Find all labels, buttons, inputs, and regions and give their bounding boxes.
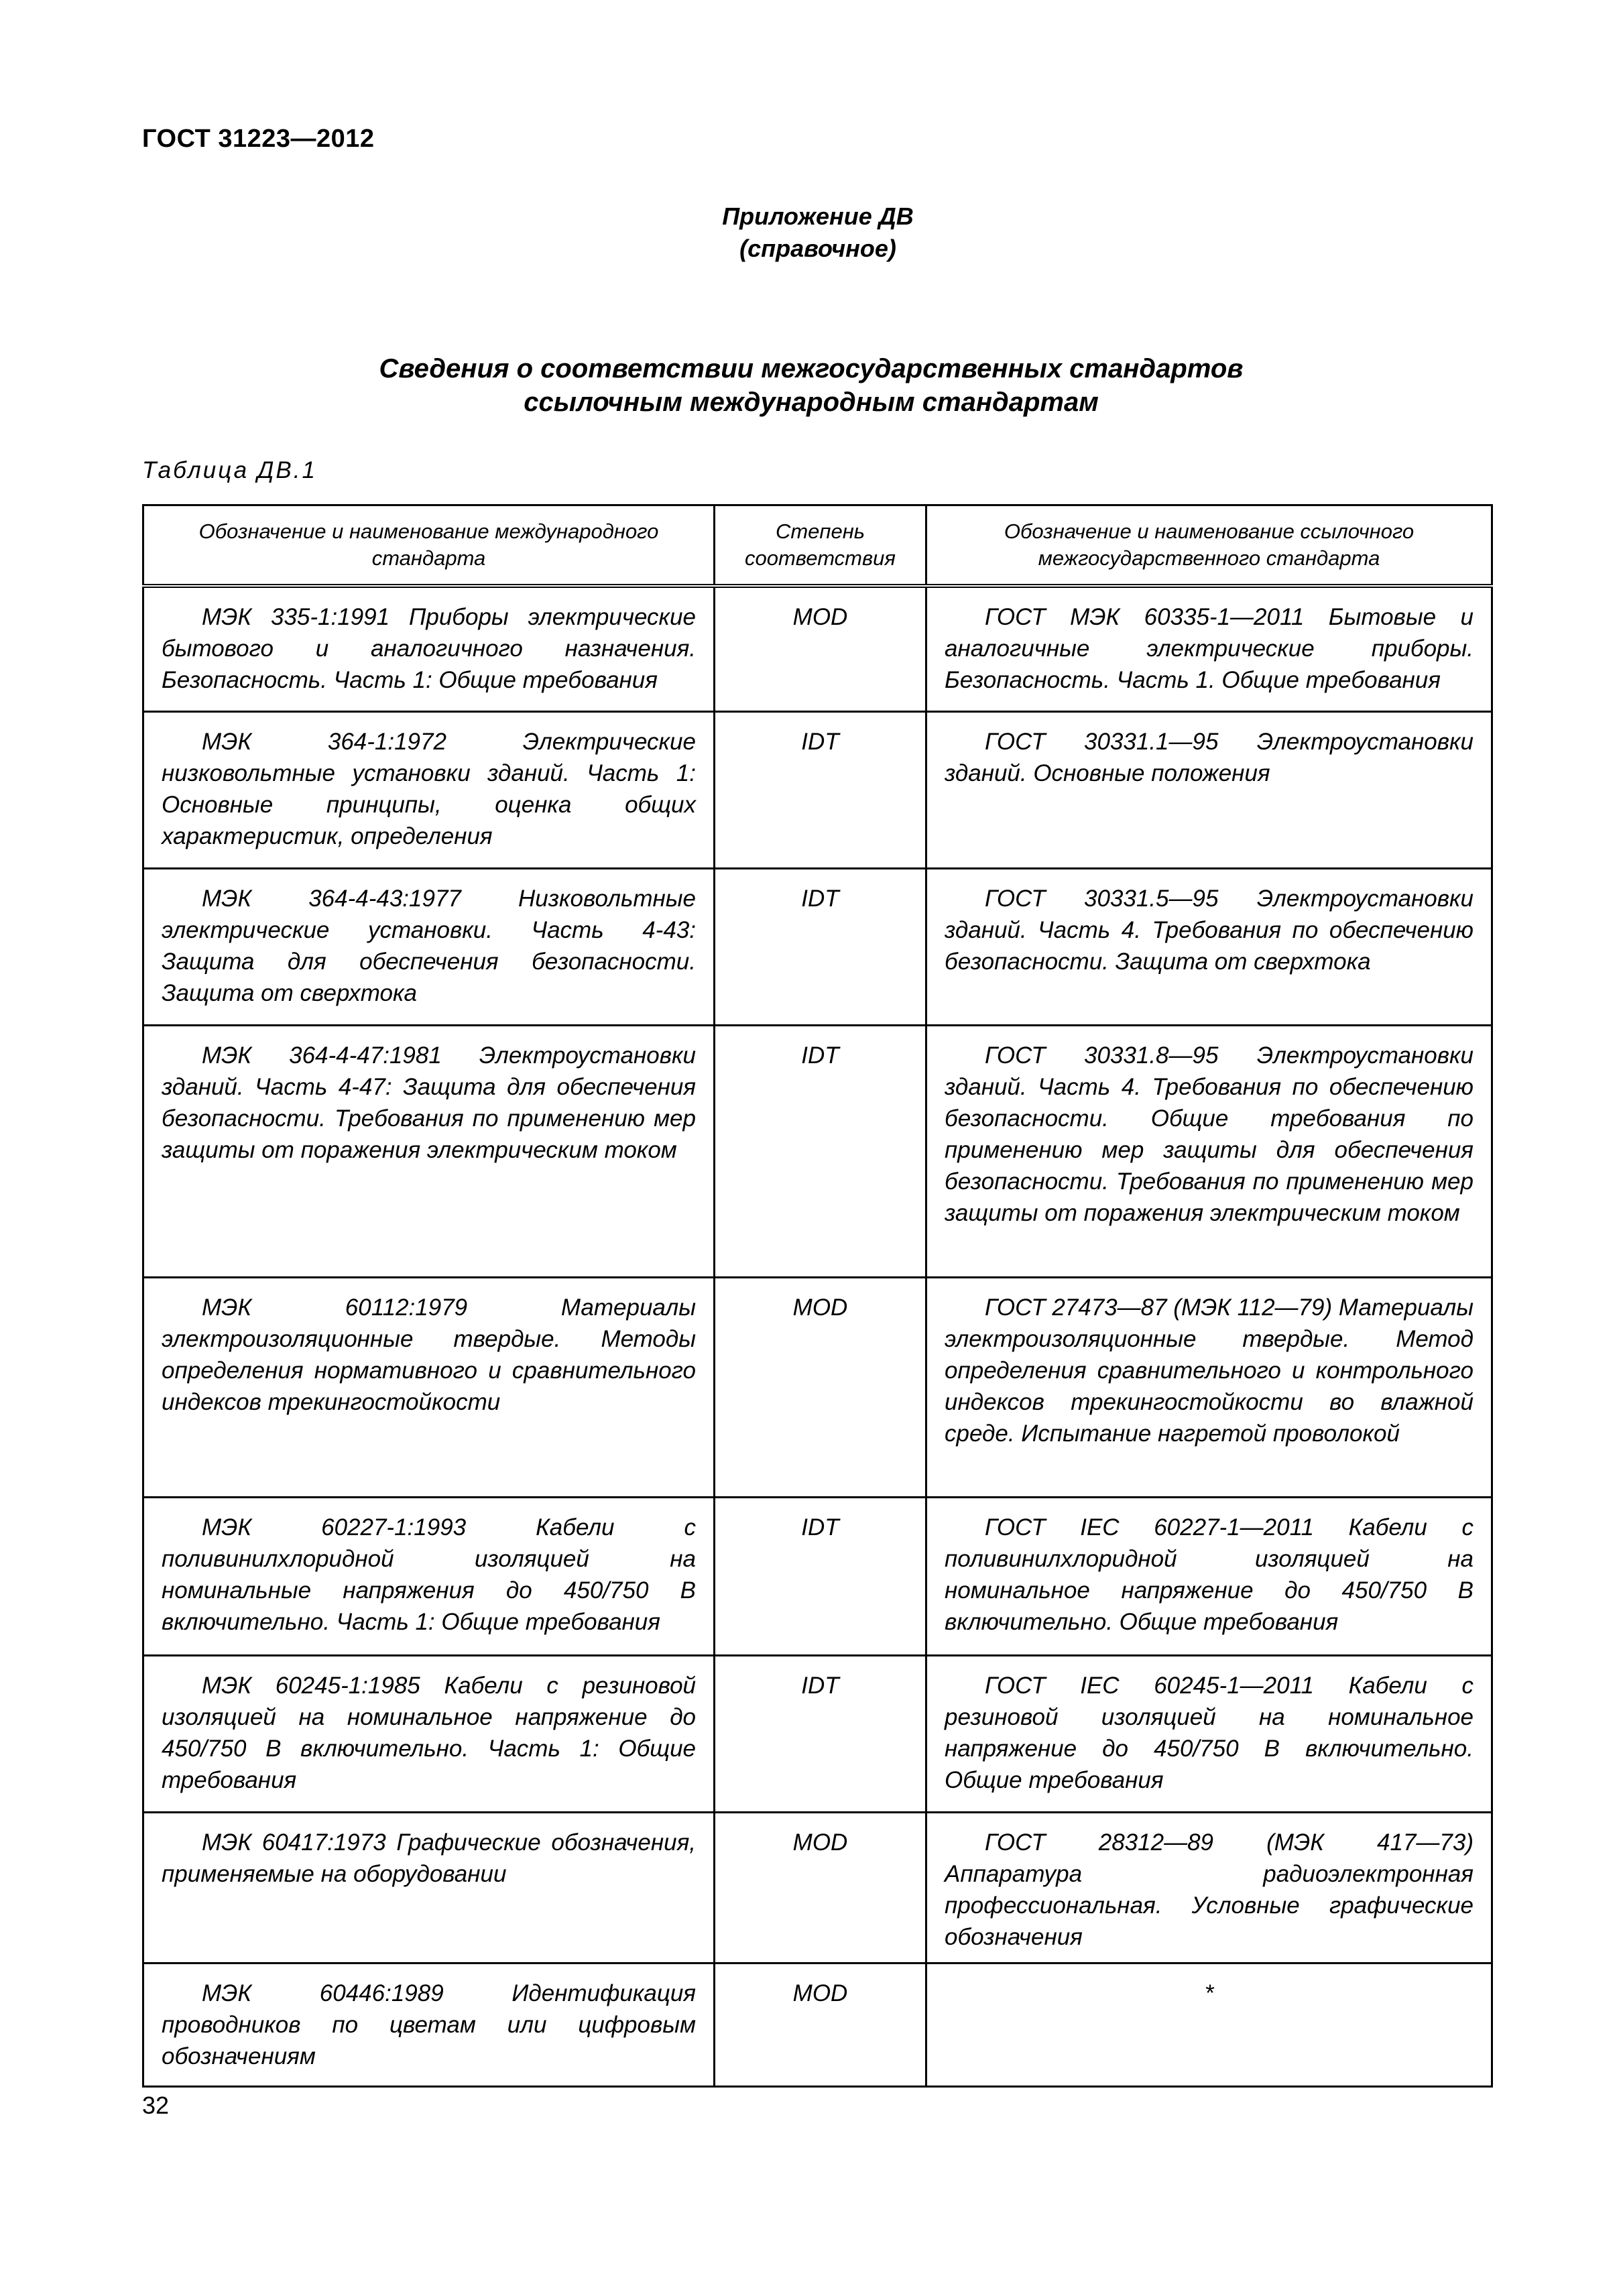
interstate-standard-cell: *	[926, 1963, 1492, 2087]
international-standard-cell: МЭК 335-1:1991 Приборы электрические бытового и аналогичного назначения. Безопасность. Часть 1: Общие требования	[143, 586, 715, 712]
degree-cell: IDT	[715, 869, 926, 1026]
header-degree-of-conformity: Степень соответствия	[715, 505, 926, 586]
international-standard-cell: МЭК 364-4-47:1981 Электроустановки зданий. Часть 4-47: Защита для обеспечения безопасности. Требования по применению мер защиты от поражения электрическим током	[143, 1026, 715, 1278]
table-row	[143, 1498, 1492, 1656]
interstate-standard-cell: ГОСТ 27473—87 (МЭК 112—79) Материалы электроизоляционные твердые. Метод определения сравнительного и контрольного индексов трекингостойкости во влажной среде. Испытание нагретой проволокой	[926, 1278, 1492, 1498]
table-header-row	[143, 505, 1492, 586]
international-standard-cell: МЭК 60112:1979 Материалы электроизоляционные твердые. Методы определения нормативного и сравнительного индексов трекингостойкости	[143, 1278, 715, 1498]
interstate-standard-cell: ГОСТ 30331.5—95 Электроустановки зданий. Часть 4. Требования по обеспечению безопасности. Защита от сверхтока	[926, 869, 1492, 1026]
degree-cell: IDT	[715, 1498, 926, 1656]
table-row	[143, 586, 1492, 712]
page-number: 32	[142, 2092, 170, 2119]
table-label: Таблица ДВ.1	[142, 457, 317, 483]
interstate-standard-cell: ГОСТ 30331.8—95 Электроустановки зданий. Часть 4. Требования по обеспечению безопасности. Общие требования по применению мер защиты для обеспечения безопасности. Требования по применению мер защиты от поражения электрическим током	[926, 1026, 1492, 1278]
appendix-title: Приложение ДВ	[722, 202, 914, 230]
table-row	[143, 1656, 1492, 1813]
header-interstate-standard: Обозначение и наименование ссылочного межгосударственного стандарта	[926, 505, 1492, 586]
table-row	[143, 1278, 1492, 1498]
document-code: ГОСТ 31223—2012	[142, 125, 375, 153]
international-standard-cell: МЭК 364-1:1972 Электрические низковольтные установки зданий. Часть 1: Основные принципы, оценка общих характеристик, определения	[143, 712, 715, 869]
appendix-subtitle: (справочное)	[739, 235, 896, 262]
international-standard-cell: МЭК 60417:1973 Графические обозначения, применяемые на оборудовании	[143, 1813, 715, 1963]
international-standard-cell: МЭК 60245-1:1985 Кабели с резиновой изоляцией на номинальное напряжение до 450/750 В включительно. Часть 1: Общие требования	[143, 1656, 715, 1813]
degree-cell: IDT	[715, 1026, 926, 1278]
interstate-standard-cell: ГОСТ 30331.1—95 Электроустановки зданий. Основные положения	[926, 712, 1492, 869]
degree-cell: MOD	[715, 1278, 926, 1498]
interstate-standard-cell: ГОСТ МЭК 60335-1—2011 Бытовые и аналогичные электрические приборы. Безопасность. Часть 1. Общие требования	[926, 586, 1492, 712]
table-row	[143, 1026, 1492, 1278]
degree-cell: IDT	[715, 1656, 926, 1813]
international-standard-cell: МЭК 60227-1:1993 Кабели с поливинилхлоридной изоляцией на номинальные напряжения до 450/750 В включительно. Часть 1: Общие требования	[143, 1498, 715, 1656]
table-row	[143, 1963, 1492, 2087]
standards-table	[142, 504, 1493, 2088]
header-international-standard: Обозначение и наименование международного стандарта	[143, 505, 715, 586]
section-title-line-1: Сведения о соответствии межгосударственных стандартов	[379, 354, 1244, 383]
degree-cell: MOD	[715, 1963, 926, 2087]
table-row	[143, 712, 1492, 869]
table-row	[143, 1813, 1492, 1963]
degree-cell: MOD	[715, 1813, 926, 1963]
interstate-standard-cell: ГОСТ IEC 60245-1—2011 Кабели с резиновой изоляцией на номинальное напряжение до 450/750 В включительно. Общие требования	[926, 1656, 1492, 1813]
section-title-line-2: ссылочным международным стандартам	[524, 387, 1099, 417]
international-standard-cell: МЭК 60446:1989 Идентификация проводников по цветам или цифровым обозначениям	[143, 1963, 715, 2087]
international-standard-cell: МЭК 364-4-43:1977 Низковольтные электрические установки. Часть 4-43: Защита для обеспечения безопасности. Защита от сверхтока	[143, 869, 715, 1026]
interstate-standard-cell: ГОСТ IEC 60227-1—2011 Кабели с поливинилхлоридной изоляцией на номинальное напряжение до 450/750 В включительно. Общие требования	[926, 1498, 1492, 1656]
degree-cell: IDT	[715, 712, 926, 869]
interstate-standard-cell: ГОСТ 28312—89 (МЭК 417—73) Аппаратура радиоэлектронная профессиональная. Условные графические обозначения	[926, 1813, 1492, 1963]
degree-cell: MOD	[715, 586, 926, 712]
table-row	[143, 869, 1492, 1026]
